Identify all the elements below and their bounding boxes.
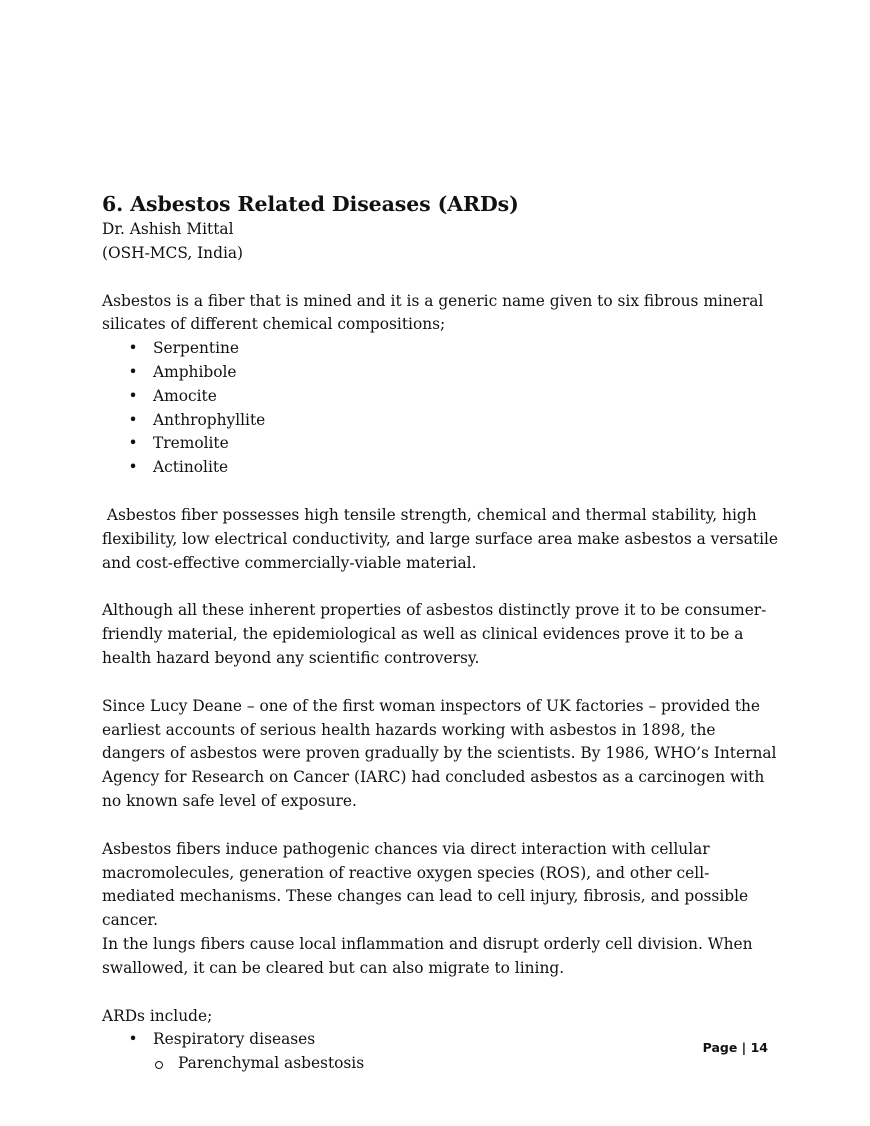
list-item-label: Anthrophyllite xyxy=(153,410,266,429)
bullet-icon: • xyxy=(128,362,138,381)
lungs-paragraph: In the lungs fibers cause local inflammation and disrupt orderly cell division. When swallowed, it can be cleared but can also migrate to lining. xyxy=(102,934,753,977)
bullet-icon: • xyxy=(128,434,138,453)
mechanism-paragraph: Asbestos fibers induce pathogenic chances via direct interaction with cellular macromolecules, generation of reactive oxygen species (ROS), and other cell-mediated mechanisms. These changes can lead to cell injury, fibrosis, and possible cancer. xyxy=(102,839,749,930)
ards-sublist xyxy=(102,1052,782,1076)
list-item-label: Tremolite xyxy=(153,434,229,453)
spacer xyxy=(102,575,782,599)
list-item xyxy=(126,337,782,361)
bullet-icon: • xyxy=(128,410,138,429)
list-item xyxy=(126,409,782,433)
hazard-paragraph: Although all these inherent properties of asbestos distinctly prove it to be consumer-friendly material, the epidemiological as well as clinical evidences prove it to be a health hazard beyond any scientific controversy. xyxy=(102,601,767,667)
bullet-icon: • xyxy=(128,1030,138,1049)
spacer xyxy=(102,671,782,695)
author-name: Dr. Ashish Mittal xyxy=(102,220,234,238)
intro-paragraph: Asbestos is a fiber that is mined and it is a generic name given to six fibrous mineral silicates of different chemical compositions; xyxy=(102,291,764,334)
list-item-label: Respiratory diseases xyxy=(153,1030,316,1049)
bullet-icon: • xyxy=(128,386,138,405)
spacer xyxy=(102,266,782,290)
list-item xyxy=(126,456,782,480)
list-item-label: Amocite xyxy=(153,386,217,405)
list-item-label: Serpentine xyxy=(153,339,240,358)
list-item xyxy=(126,1028,782,1052)
list-item-label: Parenchymal asbestosis xyxy=(178,1054,365,1073)
ards-list xyxy=(102,1028,782,1052)
bullet-icon: • xyxy=(128,339,138,358)
spacer xyxy=(102,814,782,838)
bullet-icon: • xyxy=(128,458,138,477)
minerals-list xyxy=(102,337,782,480)
list-item-label: Amphibole xyxy=(153,362,237,381)
hollow-bullet-icon xyxy=(155,1061,163,1069)
history-paragraph: Since Lucy Deane – one of the first woman inspectors of UK factories – provided the earliest accounts of serious health hazards working with asbestos in 1898, the dangers of asbestos were proven gradually by the scientists. By 1986, WHO’s Internal Agency for Research on Cancer (IARC) had concluded asbestos as a carcinogen with no known safe level of exposure. xyxy=(102,696,777,810)
author-affiliation: (OSH-MCS, India) xyxy=(102,243,244,262)
list-item-label: Actinolite xyxy=(153,458,229,477)
page-number: Page | 14 xyxy=(702,1040,768,1055)
properties-paragraph: Asbestos fiber possesses high tensile strength, chemical and thermal stability, high flexibility, low electrical conductivity, and large surface area make asbestos a versatile and cost-effective commercially-viable material. xyxy=(102,505,783,572)
ards-intro: ARDs include; xyxy=(102,1006,213,1025)
section-heading: 6. Asbestos Related Diseases (ARDs) xyxy=(102,192,519,216)
list-item xyxy=(153,1052,782,1076)
page-content xyxy=(102,190,782,1076)
list-item xyxy=(126,361,782,385)
spacer xyxy=(102,480,782,504)
list-item xyxy=(126,432,782,456)
list-item xyxy=(126,385,782,409)
spacer xyxy=(102,981,782,1005)
